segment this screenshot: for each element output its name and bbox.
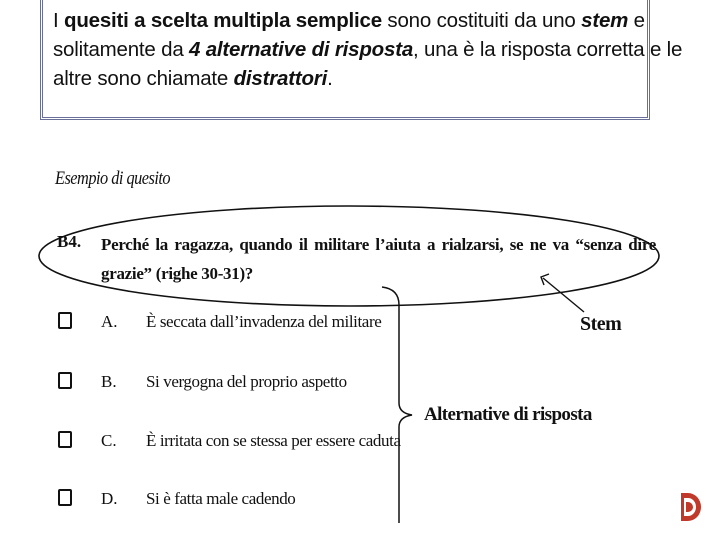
option-d-letter: D. [101, 489, 118, 508]
option-c-letter: C. [101, 431, 117, 450]
definition-line-3: altre sono chiamate distrattori. [53, 67, 333, 90]
checkbox-b[interactable] [58, 372, 72, 389]
next-slide-icon[interactable] [679, 492, 701, 522]
stem-annotation: Stem [580, 313, 622, 335]
term-stem: stem [581, 9, 629, 32]
alternatives-annotation: Alternative di risposta [424, 404, 592, 425]
definition-line-1: I quesiti a scelta multipla semplice sono costituiti da uno stem e [53, 9, 645, 32]
term-distrattori: distrattori [233, 67, 328, 90]
option-a-letter: A. [101, 312, 118, 331]
option-c-text: È irritata con se stessa per essere caduta [146, 431, 401, 450]
definition-line-2: solitamente da 4 alternative di risposta, una è la risposta corretta e le [53, 38, 683, 61]
term-alternative: 4 alternative di risposta [189, 38, 414, 61]
option-b-letter: B. [101, 372, 117, 391]
example-label: Esempio di quesito [55, 168, 171, 189]
option-d-text: Si è fatta male cadendo [146, 489, 296, 508]
term-quesiti: quesiti a scelta multipla semplice [64, 9, 382, 32]
checkbox-c[interactable] [58, 431, 72, 448]
alternatives-brace [382, 287, 412, 523]
definition-box [40, 0, 683, 120]
checkbox-a[interactable] [58, 312, 72, 329]
checkbox-d[interactable] [58, 489, 72, 506]
option-a-text: È seccata dall’invadenza del militare [146, 312, 382, 331]
question-number: B4. [57, 232, 82, 251]
question-text: Perché la ragazza, quando il militare l’aiuta a rialzarsi, se ne va “senza dire grazie” (righe 30-31)? [101, 235, 656, 283]
option-b-text: Si vergogna del proprio aspetto [146, 372, 347, 391]
